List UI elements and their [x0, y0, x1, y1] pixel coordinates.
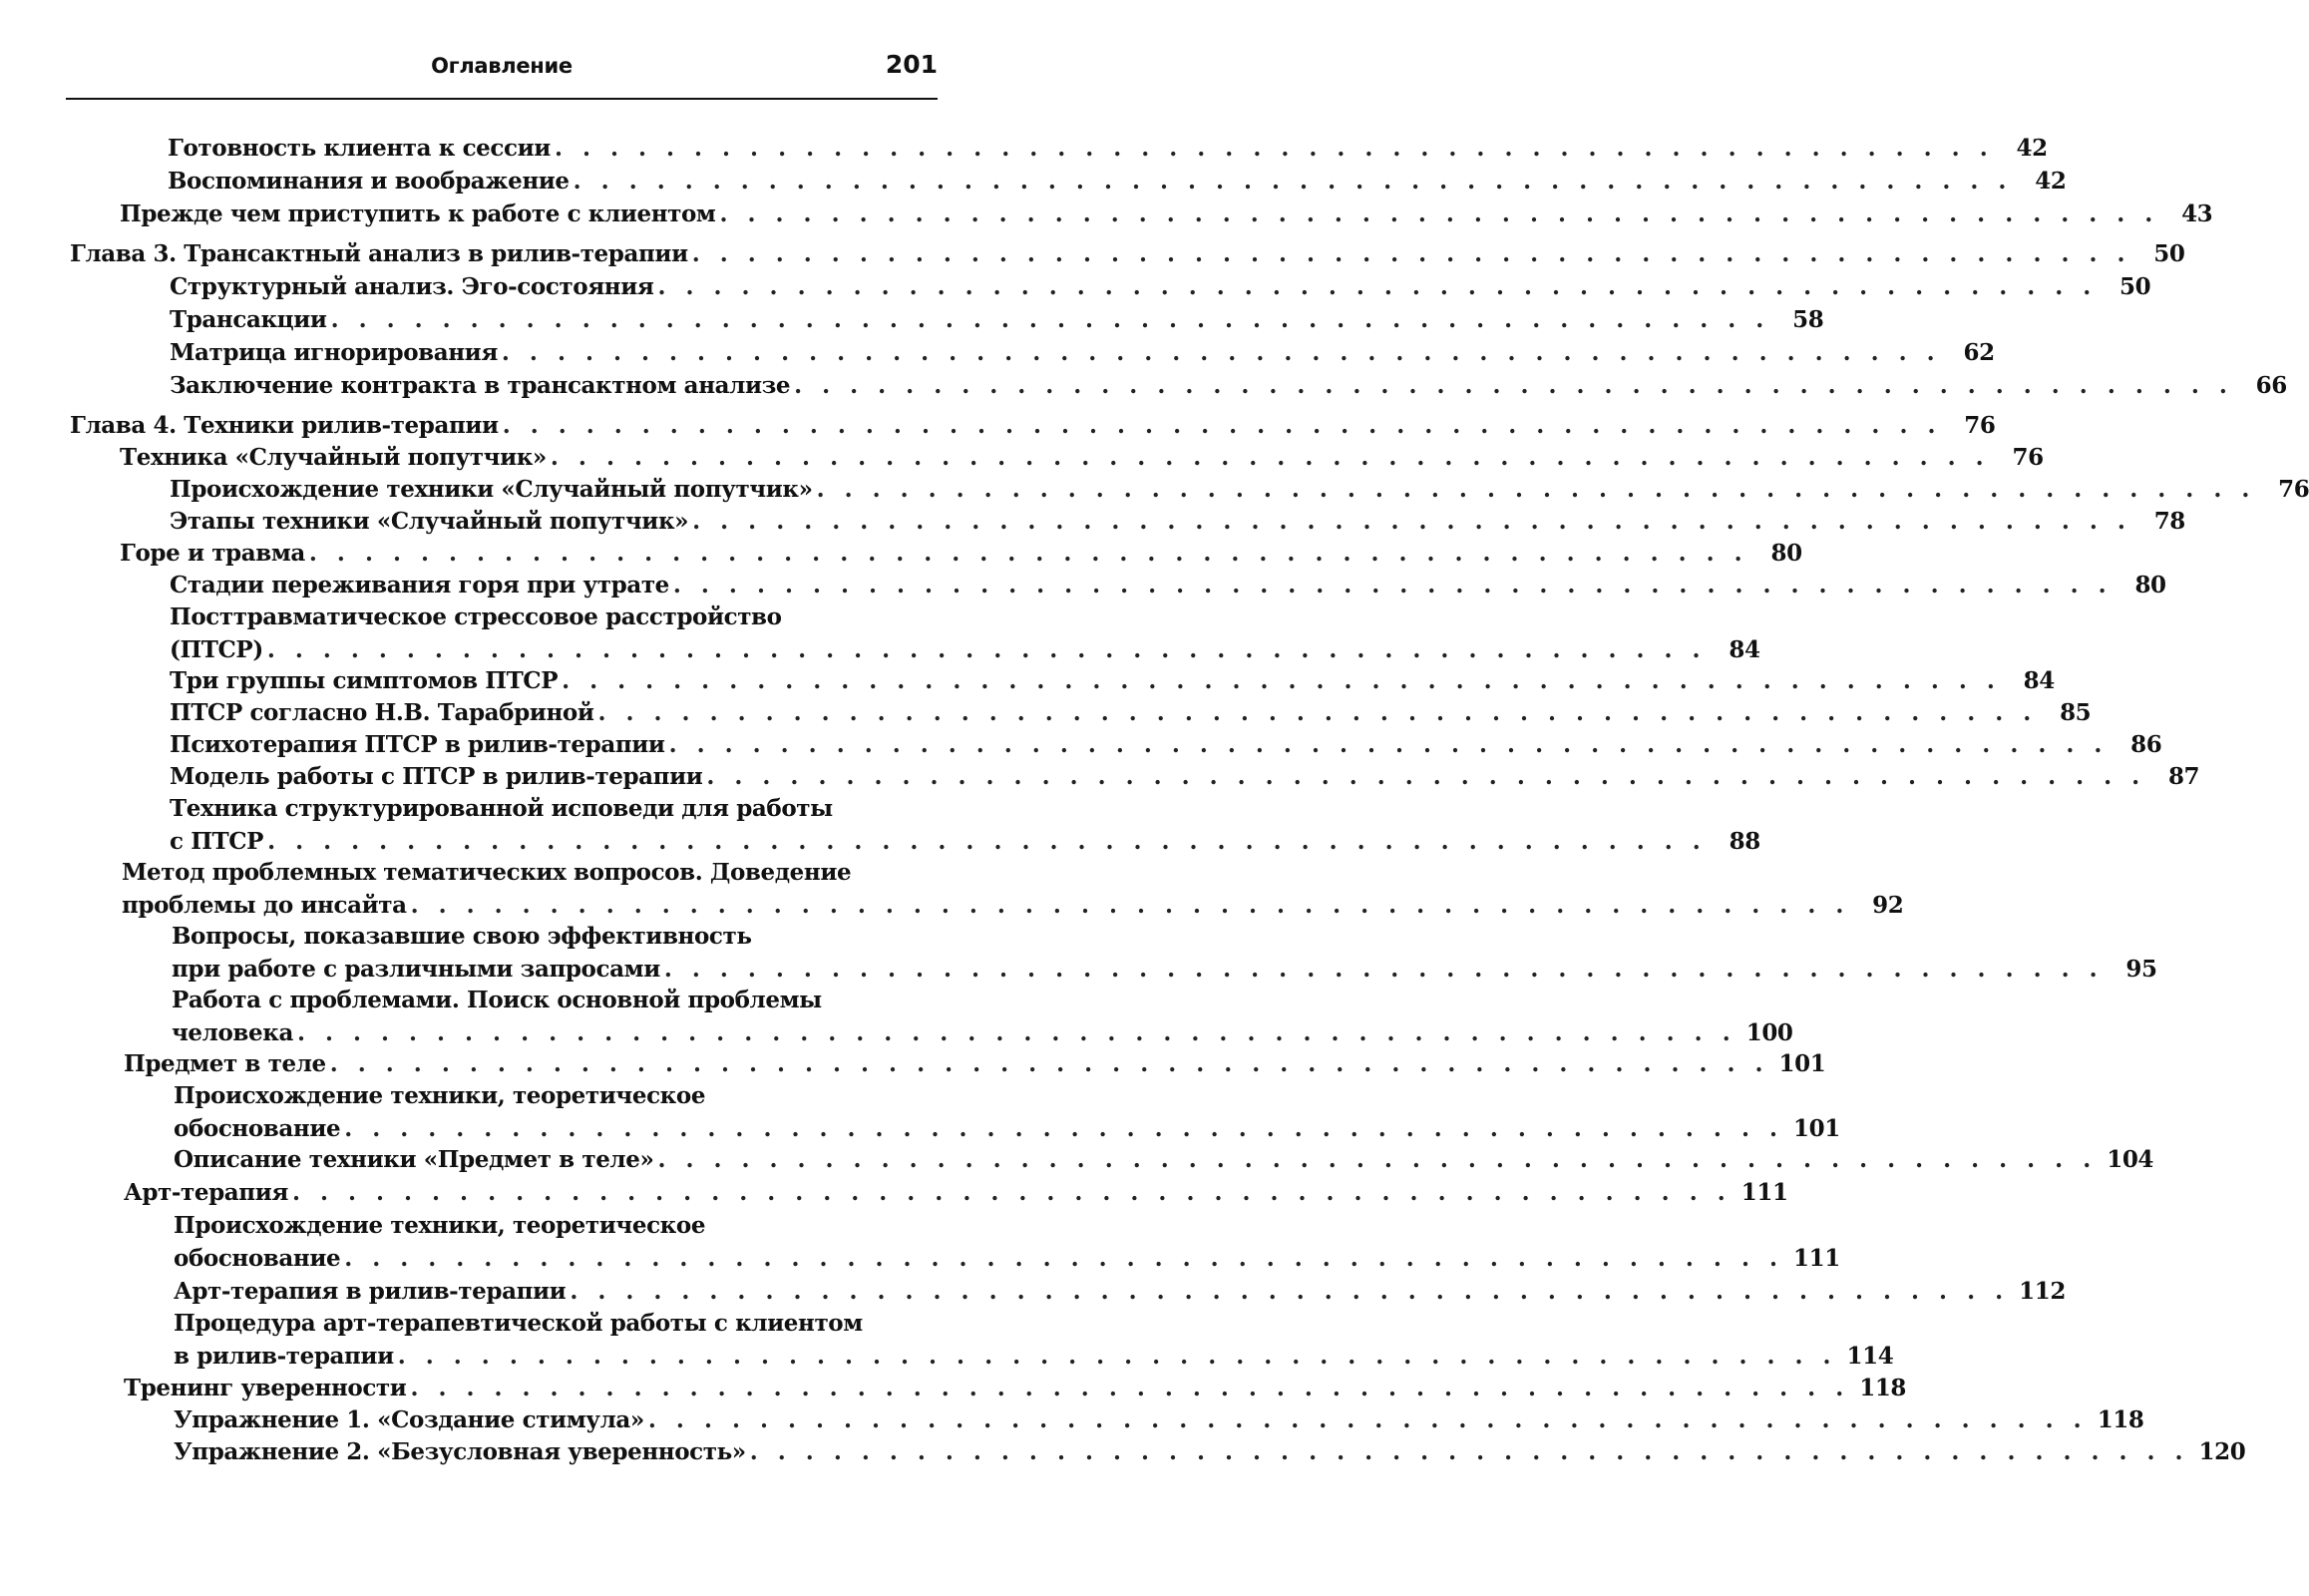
toc-entry — [170, 270, 2151, 303]
toc-entry — [124, 1047, 1826, 1080]
dot-leader: . . . . . . . . . . . . . . . . . . . . . . . . . . . . . . . . . . . . . . . . . . . . . . . . . . . . — [570, 1278, 2010, 1305]
dot-leader: . . . . . . . . . . . . . . . . . . . . . . . . . . . . . . . . . . . . . . . . . . . . . . . . . . . . — [410, 892, 1850, 919]
entry-title: при работе с различными запросами — [172, 956, 660, 983]
entry-page: 86 — [2130, 731, 2162, 758]
entry-title-line: Посттравматическое стрессовое расстройство — [170, 603, 782, 630]
entry-page: 76 — [2278, 476, 2309, 503]
entry-page: 66 — [2255, 372, 2287, 399]
entry-title: ПТСР согласно Н.В. Тарабриной — [170, 699, 594, 726]
entry-page: 58 — [1792, 306, 1824, 333]
dot-leader: . . . . . . . . . . . . . . . . . . . . . . . . . . . . . . . . . . . . . . . . . . . . . . . . . . . . — [308, 540, 1748, 567]
entry-title-line: Техника структурированной исповеди для работы — [170, 795, 833, 822]
entry-title: Стадии переживания горя при утрате — [170, 572, 669, 598]
dot-leader: . . . . . . . . . . . . . . . . . . . . . . . . . . . . . . . . . . . . . . . . . . . . . . . . . . . . — [657, 1146, 2098, 1173]
toc-chapter — [70, 409, 1996, 442]
dot-leader: . . . . . . . . . . . . . . . . . . . . . . . . . . . . . . . . . . . . . . . . . . . . . . . . . . . . — [706, 763, 2146, 790]
entry-page: 95 — [2125, 956, 2157, 983]
dot-leader: . . . . . . . . . . . . . . . . . . . . . . . . . . . . . . . . . . . . . . . . . . . . . . . . . . . . — [344, 1115, 1783, 1142]
entry-title: Техника «Случайный попутчик» — [120, 444, 547, 471]
entry-page: 78 — [2153, 508, 2185, 535]
entry-page: 118 — [1859, 1375, 1907, 1401]
entry-page: 43 — [2181, 200, 2213, 227]
dot-leader: . . . . . . . . . . . . . . . . . . . . . . . . . . . . . . . . . . . . . . . . . . . . . . . . . . . . — [597, 699, 2038, 726]
dot-leader: . . . . . . . . . . . . . . . . . . . . . . . . . . . . . . . . . . . . . . . . . . . . . . . . . . . . — [794, 372, 2233, 399]
dot-leader: . . . . . . . . . . . . . . . . . . . . . . . . . . . . . . . . . . . . . . . . . . . . . . . . . . . . — [562, 667, 2001, 694]
entry-title-line: Метод проблемных тематических вопросов. Доведение — [122, 859, 852, 886]
entry-title: Описание техники «Предмет в теле» — [174, 1146, 654, 1173]
dot-leader: . . . . . . . . . . . . . . . . . . . . . . . . . . . . . . . . . . . . . . . . . . . . . . . . . . . . — [410, 1375, 1850, 1401]
entry-title: Глава 4. Техники рилив-терапии — [70, 412, 499, 439]
entry-page: 80 — [2134, 572, 2166, 598]
toc-entry — [170, 664, 2055, 697]
toc-entry — [174, 1209, 1840, 1275]
dot-leader: . . . . . . . . . . . . . . . . . . . . . . . . . . . . . . . . . . . . . . . . . . . . . . . . . . . . — [657, 273, 2098, 300]
entry-title: Три группы симптомов ПТСР — [170, 667, 559, 694]
entry-title: обоснование — [174, 1115, 341, 1142]
entry-title: Прежде чем приступить к работе с клиентом — [120, 200, 716, 227]
entry-page: 42 — [2035, 168, 2067, 195]
entry-title-line: Процедура арт-терапевтической работы с клиентом — [174, 1310, 863, 1337]
entry-title: Готовность клиента к сессии — [168, 135, 551, 162]
dot-leader: . . . . . . . . . . . . . . . . . . . . . . . . . . . . . . . . . . . . . . . . . . . . . . . . . . . . — [672, 572, 2113, 598]
dot-leader: . . . . . . . . . . . . . . . . . . . . . . . . . . . . . . . . . . . . . . . . . . . . . . . . . . . . — [573, 168, 2013, 195]
toc-entry — [168, 165, 2067, 198]
toc-entry — [170, 336, 1995, 369]
entry-title: Воспоминания и воображение — [168, 168, 570, 195]
entry-page: 111 — [1740, 1179, 1788, 1206]
dot-leader: . . . . . . . . . . . . . . . . . . . . . . . . . . . . . . . . . . . . . . . . . . . . . . . . . . . . — [719, 200, 2159, 227]
running-head-title: Оглавление — [431, 54, 573, 78]
dot-leader: . . . . . . . . . . . . . . . . . . . . . . . . . . . . . . . . . . . . . . . . . . . . . . . . . . . . — [692, 508, 2131, 535]
dot-leader: . . . . . . . . . . . . . . . . . . . . . . . . . . . . . . . . . . . . . . . . . . . . . . . . . . . . — [344, 1245, 1783, 1272]
toc-chapter — [70, 237, 2185, 270]
entry-title: Предмет в теле — [124, 1050, 326, 1077]
toc-entry — [120, 537, 1802, 570]
entry-page: 42 — [2016, 135, 2048, 162]
dot-leader: . . . . . . . . . . . . . . . . . . . . . . . . . . . . . . . . . . . . . . . . . . . . . . . . . . . . — [816, 476, 2256, 503]
entry-page: 118 — [2097, 1406, 2144, 1433]
dot-leader: . . . . . . . . . . . . . . . . . . . . . . . . . . . . . . . . . . . . . . . . . . . . . . . . . . . . — [330, 306, 1770, 333]
toc-entry — [122, 856, 1904, 922]
header-divider — [66, 98, 938, 100]
toc-entry — [170, 728, 2162, 761]
toc-entry — [170, 760, 2200, 793]
entry-title: Арт-терапия в рилив-терапии — [174, 1278, 567, 1305]
entry-page: 84 — [1729, 636, 1760, 663]
toc-entry — [174, 1079, 1840, 1145]
entry-page: 114 — [1846, 1343, 1894, 1370]
toc-entry — [120, 441, 2044, 474]
page-number: 201 — [885, 50, 938, 79]
toc-entry — [174, 1307, 1894, 1373]
entry-title: человека — [172, 1019, 293, 1046]
toc-entry — [170, 696, 2092, 729]
entry-title: Глава 3. Трансактный анализ в рилив-терапии — [70, 240, 688, 267]
toc-entry — [174, 1403, 2144, 1436]
dot-leader: . . . . . . . . . . . . . . . . . . . . . . . . . . . . . . . . . . . . . . . . . . . . . . . . . . . . — [291, 1179, 1732, 1206]
dot-leader: . . . . . . . . . . . . . . . . . . . . . . . . . . . . . . . . . . . . . . . . . . . . . . . . . . . . — [749, 1438, 2189, 1465]
dot-leader: . . . . . . . . . . . . . . . . . . . . . . . . . . . . . . . . . . . . . . . . . . . . . . . . . . . . — [502, 412, 1942, 439]
entry-title: проблемы до инсайта — [122, 892, 407, 919]
entry-title: Модель работы с ПТСР в рилив-терапии — [170, 763, 703, 790]
toc-entry — [170, 600, 1760, 666]
toc-entry — [170, 303, 1824, 336]
entry-title: с ПТСР — [170, 828, 264, 855]
page-header — [66, 44, 938, 92]
toc-entry — [174, 1435, 2246, 1468]
toc-entry — [170, 569, 2166, 601]
dot-leader: . . . . . . . . . . . . . . . . . . . . . . . . . . . . . . . . . . . . . . . . . . . . . . . . . . . . — [554, 135, 1994, 162]
toc-entry — [170, 473, 2309, 506]
toc-entry — [170, 369, 2287, 402]
entry-title-line: Работа с проблемами. Поиск основной проблемы — [172, 987, 822, 1013]
entry-title: Этапы техники «Случайный попутчик» — [170, 508, 689, 535]
entry-title: Упражнение 1. «Создание стимула» — [174, 1406, 644, 1433]
entry-title: Горе и травма — [120, 540, 305, 567]
entry-page: 120 — [2198, 1438, 2246, 1465]
entry-page: 80 — [1770, 540, 1802, 567]
entry-title: Заключение контракта в трансактном анализе — [170, 372, 791, 399]
toc-entry — [170, 792, 1760, 858]
entry-title: (ПТСР) — [170, 636, 263, 663]
entry-page: 87 — [2167, 763, 2200, 790]
entry-title: Происхождение техники «Случайный попутчик» — [170, 476, 813, 503]
toc-entry — [124, 1372, 1907, 1404]
entry-page: 88 — [1729, 828, 1760, 855]
dot-leader: . . . . . . . . . . . . . . . . . . . . . . . . . . . . . . . . . . . . . . . . . . . . . . . . . . . . — [668, 731, 2109, 758]
entry-page: 76 — [1964, 412, 1996, 439]
entry-title: Психотерапия ПТСР в рилив-терапии — [170, 731, 665, 758]
entry-title: обоснование — [174, 1245, 341, 1272]
entry-title: Матрица игнорирования — [170, 339, 498, 366]
entry-title: Тренинг уверенности — [124, 1375, 407, 1401]
entry-page: 50 — [2153, 240, 2185, 267]
toc-entry — [174, 1275, 2066, 1308]
entry-page: 104 — [2107, 1146, 2154, 1173]
toc-entry — [124, 1176, 1788, 1209]
dot-leader: . . . . . . . . . . . . . . . . . . . . . . . . . . . . . . . . . . . . . . . . . . . . . . . . . . . . — [647, 1406, 2088, 1433]
dot-leader: . . . . . . . . . . . . . . . . . . . . . . . . . . . . . . . . . . . . . . . . . . . . . . . . . . . . — [691, 240, 2131, 267]
dot-leader: . . . . . . . . . . . . . . . . . . . . . . . . . . . . . . . . . . . . . . . . . . . . . . . . . . . . — [501, 339, 1941, 366]
toc-entry — [172, 984, 1793, 1049]
entry-page: 100 — [1745, 1019, 1793, 1046]
entry-title: в рилив-терапии — [174, 1343, 394, 1370]
entry-page: 111 — [1792, 1245, 1840, 1272]
entry-title: Структурный анализ. Эго-состояния — [170, 273, 654, 300]
dot-leader: . . . . . . . . . . . . . . . . . . . . . . . . . . . . . . . . . . . . . . . . . . . . . . . . . . . . — [267, 828, 1707, 855]
toc-entry — [174, 1143, 2154, 1176]
entry-page: 101 — [1778, 1050, 1826, 1077]
entry-page: 76 — [2012, 444, 2044, 471]
dot-leader: . . . . . . . . . . . . . . . . . . . . . . . . . . . . . . . . . . . . . . . . . . . . . . . . . . . . — [663, 956, 2104, 983]
entry-page: 84 — [2023, 667, 2055, 694]
entry-title-line: Происхождение техники, теоретическое — [174, 1212, 706, 1239]
toc-entry — [168, 132, 2048, 165]
entry-title: Арт-терапия — [124, 1179, 288, 1206]
entry-title: Упражнение 2. «Безусловная уверенность» — [174, 1438, 746, 1465]
entry-page: 101 — [1792, 1115, 1840, 1142]
toc-entry — [172, 920, 2157, 986]
toc-entry — [120, 198, 2213, 230]
entry-title: Трансакции — [170, 306, 327, 333]
entry-title-line: Вопросы, показавшие свою эффективность — [172, 923, 752, 950]
dot-leader: . . . . . . . . . . . . . . . . . . . . . . . . . . . . . . . . . . . . . . . . . . . . . . . . . . . . — [550, 444, 1990, 471]
entry-title-line: Происхождение техники, теоретическое — [174, 1082, 706, 1109]
dot-leader: . . . . . . . . . . . . . . . . . . . . . . . . . . . . . . . . . . . . . . . . . . . . . . . . . . . . — [296, 1019, 1736, 1046]
toc-entry — [170, 505, 2185, 538]
entry-page: 85 — [2060, 699, 2092, 726]
dot-leader: . . . . . . . . . . . . . . . . . . . . . . . . . . . . . . . . . . . . . . . . . . . . . . . . . . . . — [329, 1050, 1769, 1077]
entry-page: 92 — [1872, 892, 1904, 919]
entry-page: 62 — [1963, 339, 1995, 366]
entry-page: 112 — [2019, 1278, 2066, 1305]
entry-page: 50 — [2119, 273, 2151, 300]
dot-leader: . . . . . . . . . . . . . . . . . . . . . . . . . . . . . . . . . . . . . . . . . . . . . . . . . . . . — [266, 636, 1707, 663]
dot-leader: . . . . . . . . . . . . . . . . . . . . . . . . . . . . . . . . . . . . . . . . . . . . . . . . . . . . — [397, 1343, 1837, 1370]
